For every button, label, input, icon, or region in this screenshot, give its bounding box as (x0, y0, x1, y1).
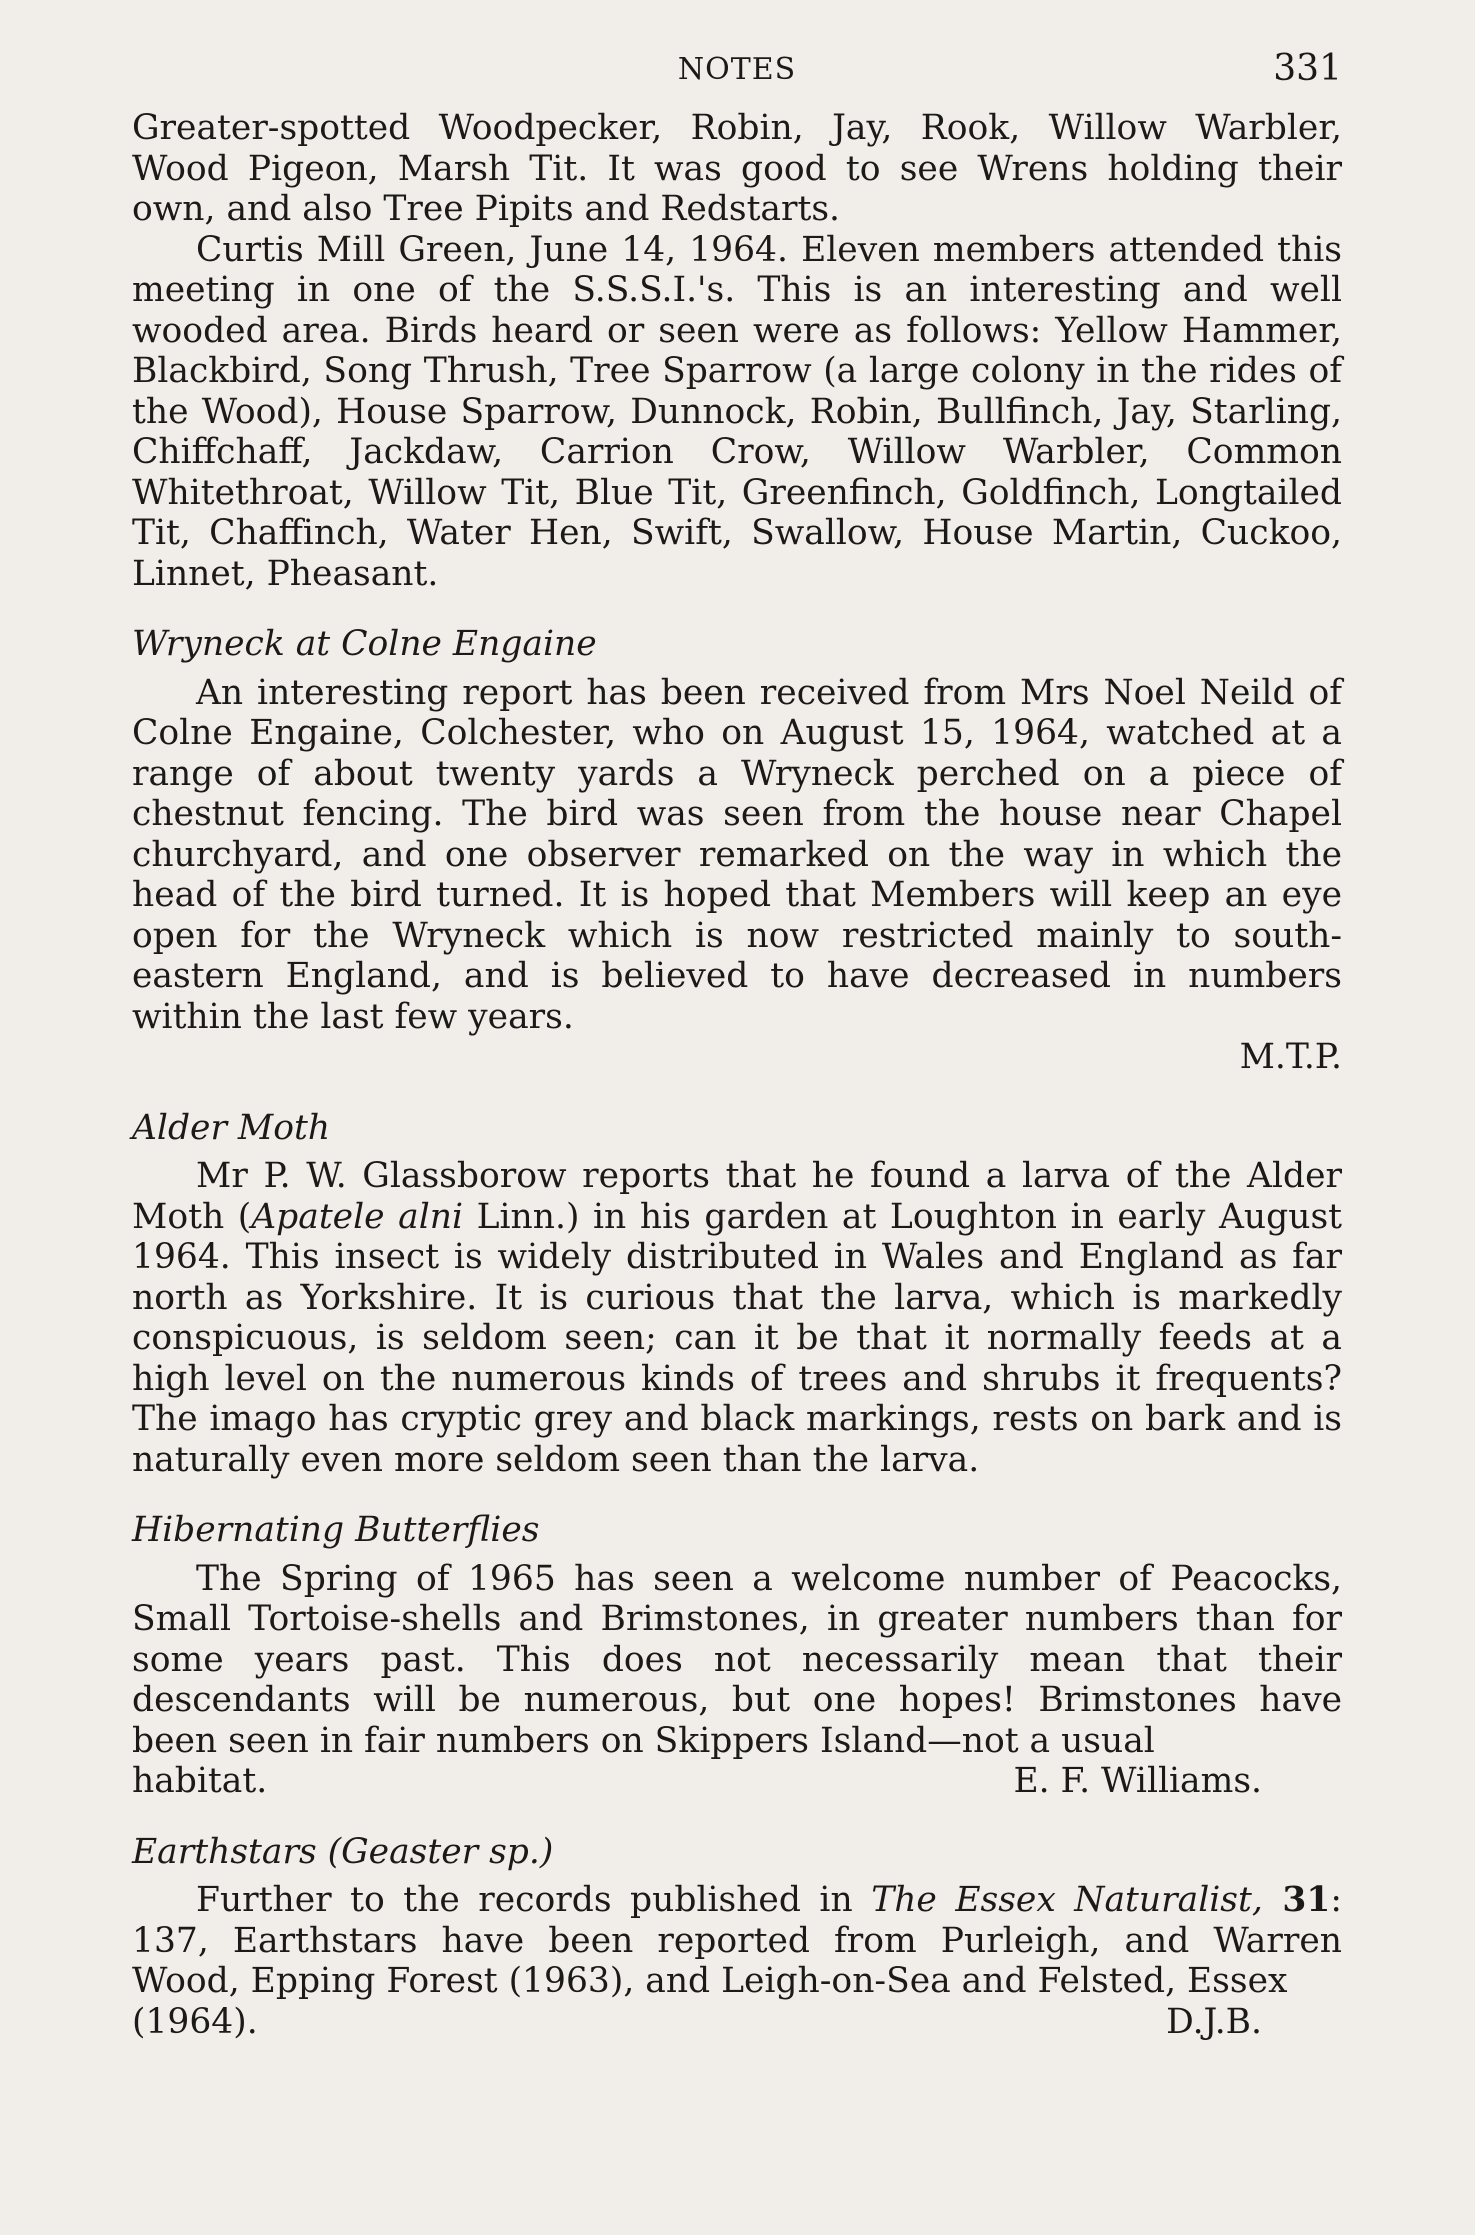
section-heading-alder-moth: Alder Moth (132, 1107, 331, 1148)
wryneck-signature: M.T.P. (1239, 1037, 1342, 1077)
earthstars-last-line (132, 2002, 1342, 2043)
earthstars-last-words: (1964). (132, 2001, 258, 2042)
butterflies-last-words: habitat. (132, 1761, 268, 1801)
page-number: 331 (1273, 48, 1342, 89)
earthstars-text-a: Further to the records published in (196, 1880, 872, 1920)
butterflies-paragraph: The Spring of 1965 has seen a welcome number of Peacocks, Small Tortoise-shells and Brimstones, in greater numbers than for some years past. This does not necessarily mean that their descendants will be numerous, but one hopes! Brimstones have been seen in fair numbers on Skippers Island—not a usual (132, 1558, 1342, 1761)
earthstars-heading-latin: Geaster sp. (341, 1831, 540, 1872)
earthstars-journal-title: The Essex Naturalist, (871, 1880, 1263, 1920)
butterflies-signature: E. F. Williams. (1013, 1761, 1262, 1801)
curtis-mill-green-paragraph: Curtis Mill Green, June 14, 1964. Eleven members attended this meeting in one of the S.S.S.I.'s. This is an interesting and well wooded area. Birds heard or seen were as follows: Yellow Hammer, Blackbird, Song Thrush, Tree Sparrow (a large colony in the rides of the Wood), House Sparrow, Dunnock, Robin, Bullfinch, Jay, Starling, Chiffchaff, Jackdaw, Carrion Crow, Willow Warbler, Common Whitethroat, Willow Tit, Blue Tit, Greenfinch, Goldfinch, Longtailed Tit, Chaffinch, Water Hen, Swift, Swallow, House Martin, Cuckoo, Linnet, Pheasant. (132, 229, 1342, 594)
earthstars-volume: 31 (1262, 1880, 1331, 1920)
section-heading-earthstars (132, 1832, 1342, 1873)
alder-moth-latin-name: Apatele alni (251, 1196, 464, 1237)
page (132, 48, 1342, 2042)
earthstars-text-b: : 137, Earthstars have been reported from Purleigh, and Warren Wood, Epping Forest (1963), and Leigh-on-Sea and Felsted, Essex (132, 1880, 1342, 2001)
earthstars-heading-b: ) (539, 1831, 554, 1872)
intro-paragraph-continued: Greater-spotted Woodpecker, Robin, Jay, Rook, Willow Warbler, Wood Pigeon, Marsh Tit. It was good to see Wrens holding their own, and also Tree Pipits and Redstarts. (132, 108, 1342, 229)
alder-moth-text-a: Mr P. W. Glassborow reports that he found a larva of the Alder Moth ( (132, 1156, 1342, 1237)
earthstars-heading-a: Earthstars ( (132, 1831, 342, 1872)
running-head (132, 48, 1342, 108)
alder-moth-paragraph (132, 1156, 1342, 1480)
running-title: NOTES (677, 52, 797, 87)
alder-moth-text-b: Linn.) in his garden at Loughton in early August 1964. This insect is widely distributed in Wales and England as far north as Yorkshire. It is curious that the larva, which is markedly conspicuous, is seldom seen; can it be that it normally feeds at a high level on the numerous kinds of trees and shrubs it frequents? The imago has cryptic grey and black markings, rests on bark and is naturally even more seldom seen than the larva. (132, 1196, 1343, 1480)
wryneck-paragraph: An interesting report has been received from Mrs Noel Neild of Colne Engaine, Colchester, who on August 15, 1964, watched at a range of about twenty yards a Wryneck perched on a piece of chestnut fencing. The bird was seen from the house near Chapel churchyard, and one observer remarked on the way in which the head of the bird turned. It is hoped that Members will keep an eye open for the Wryneck which is now restricted mainly to south-eastern England, and is believed to have decreased in numbers within the last few years. (132, 672, 1342, 1037)
section-heading-wryneck: Wryneck at Colne Engaine (132, 624, 597, 664)
section-heading-butterflies: Hibernating Butterflies (132, 1510, 540, 1550)
earthstars-paragraph (132, 1880, 1342, 2002)
earthstars-signature: D.J.B. (1166, 2001, 1262, 2042)
butterflies-last-line (132, 1761, 1342, 1802)
